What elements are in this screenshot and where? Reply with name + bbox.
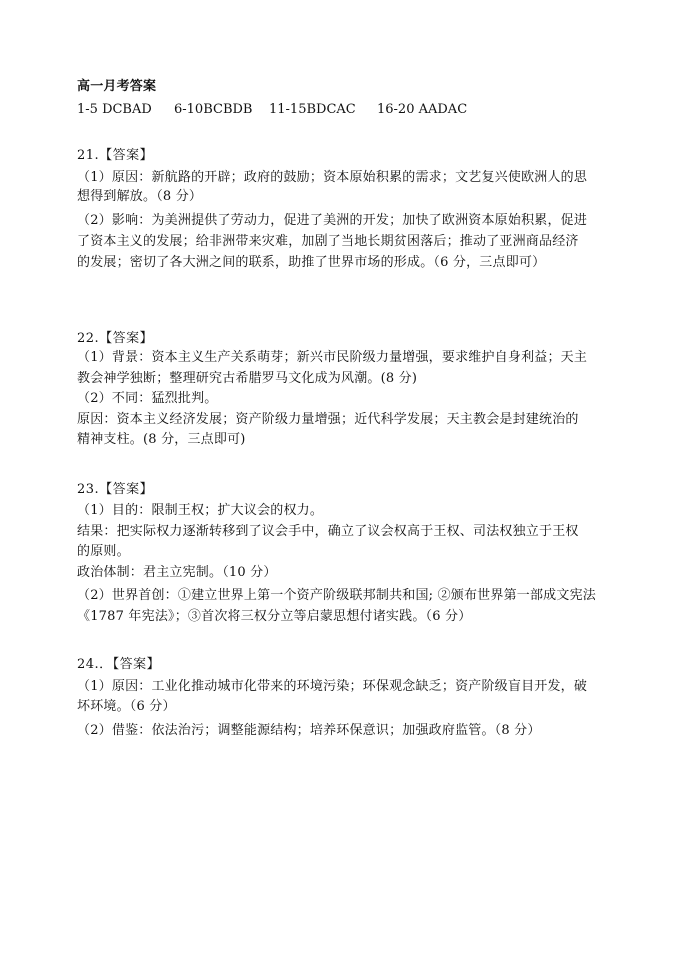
answer-line: 教会神学独断；整理研究古希腊罗马文化成为风潮。(8 分) (77, 371, 418, 386)
answer-line: （1）背景：资本主义生产关系萌芽；新兴市民阶级力量增强，要求维护自身利益；天主 (77, 350, 588, 365)
answer-line: （2）借鉴：依法治污；调整能源结构；培养环保意识；加强政府监管。（8 分） (77, 723, 541, 738)
question-header: 22.【答案】 (77, 331, 154, 346)
answer-line: （1）目的：限制王权；扩大议会的权力。 (77, 503, 324, 518)
answer-line: 坏环境。（6 分） (77, 699, 176, 714)
answer-line: （1）原因：新航路的开辟；政府的鼓励；资本原始积累的需求；文艺复兴使欧洲人的思 (77, 170, 588, 185)
question-header: 23.【答案】 (77, 482, 154, 497)
question-header: 24.．【答案】 (77, 657, 161, 672)
answer-line: 的原则。 (77, 544, 130, 559)
answer-line: 精神支柱。(8 分，三点即可) (77, 432, 246, 447)
choice-key-16-20: 16-20 AADAC (377, 102, 468, 117)
answer-line: 原因：资本主义经济发展；资产阶级力量增强；近代科学发展；天主教会是封建统治的 (77, 412, 579, 427)
answer-line: 了资本主义的发展；给非洲带来灾难，加剧了当地长期贫困落后；推动了亚洲商品经济 (77, 234, 579, 249)
answer-line: （1）原因：工业化推动城市化带来的环境污染；环保观念缺乏；资产阶级盲目开发，破 (77, 679, 588, 694)
choice-key-1-5: 1-5 DCBAD (77, 102, 152, 117)
answer-line: 政治体制：君主立宪制。（10 分） (77, 565, 277, 580)
answer-line: （2）不同：猛烈批判。 (77, 391, 218, 406)
answer-line: 结果：把实际权力逐渐转移到了议会手中，确立了议会权高于王权、司法权独立于王权 (77, 524, 579, 539)
page-title: 高一月考答案 (77, 79, 157, 94)
choice-key-11-15: 11-15BDCAC (269, 102, 356, 117)
question-header: 21.【答案】 (77, 148, 154, 163)
answer-line: 《1787 年宪法》；③首次将三权分立等启蒙思想付诸实践。（6 分） (77, 609, 472, 624)
answer-line: （2）世界首创：①建立世界上第一个资产阶级联邦制共和国; ②颁布世界第一部成文宪法 (77, 588, 596, 603)
answer-line: （2）影响：为美洲提供了劳动力，促进了美洲的开发；加快了欧洲资本原始积累，促进 (77, 213, 588, 228)
answer-line: 的发展；密切了各大洲之间的联系，助推了世界市场的形成。（6 分，三点即可） (77, 255, 546, 270)
answer-line: 想得到解放。（8 分） (77, 189, 203, 204)
choice-key-6-10: 6-10BCBDB (174, 102, 253, 117)
